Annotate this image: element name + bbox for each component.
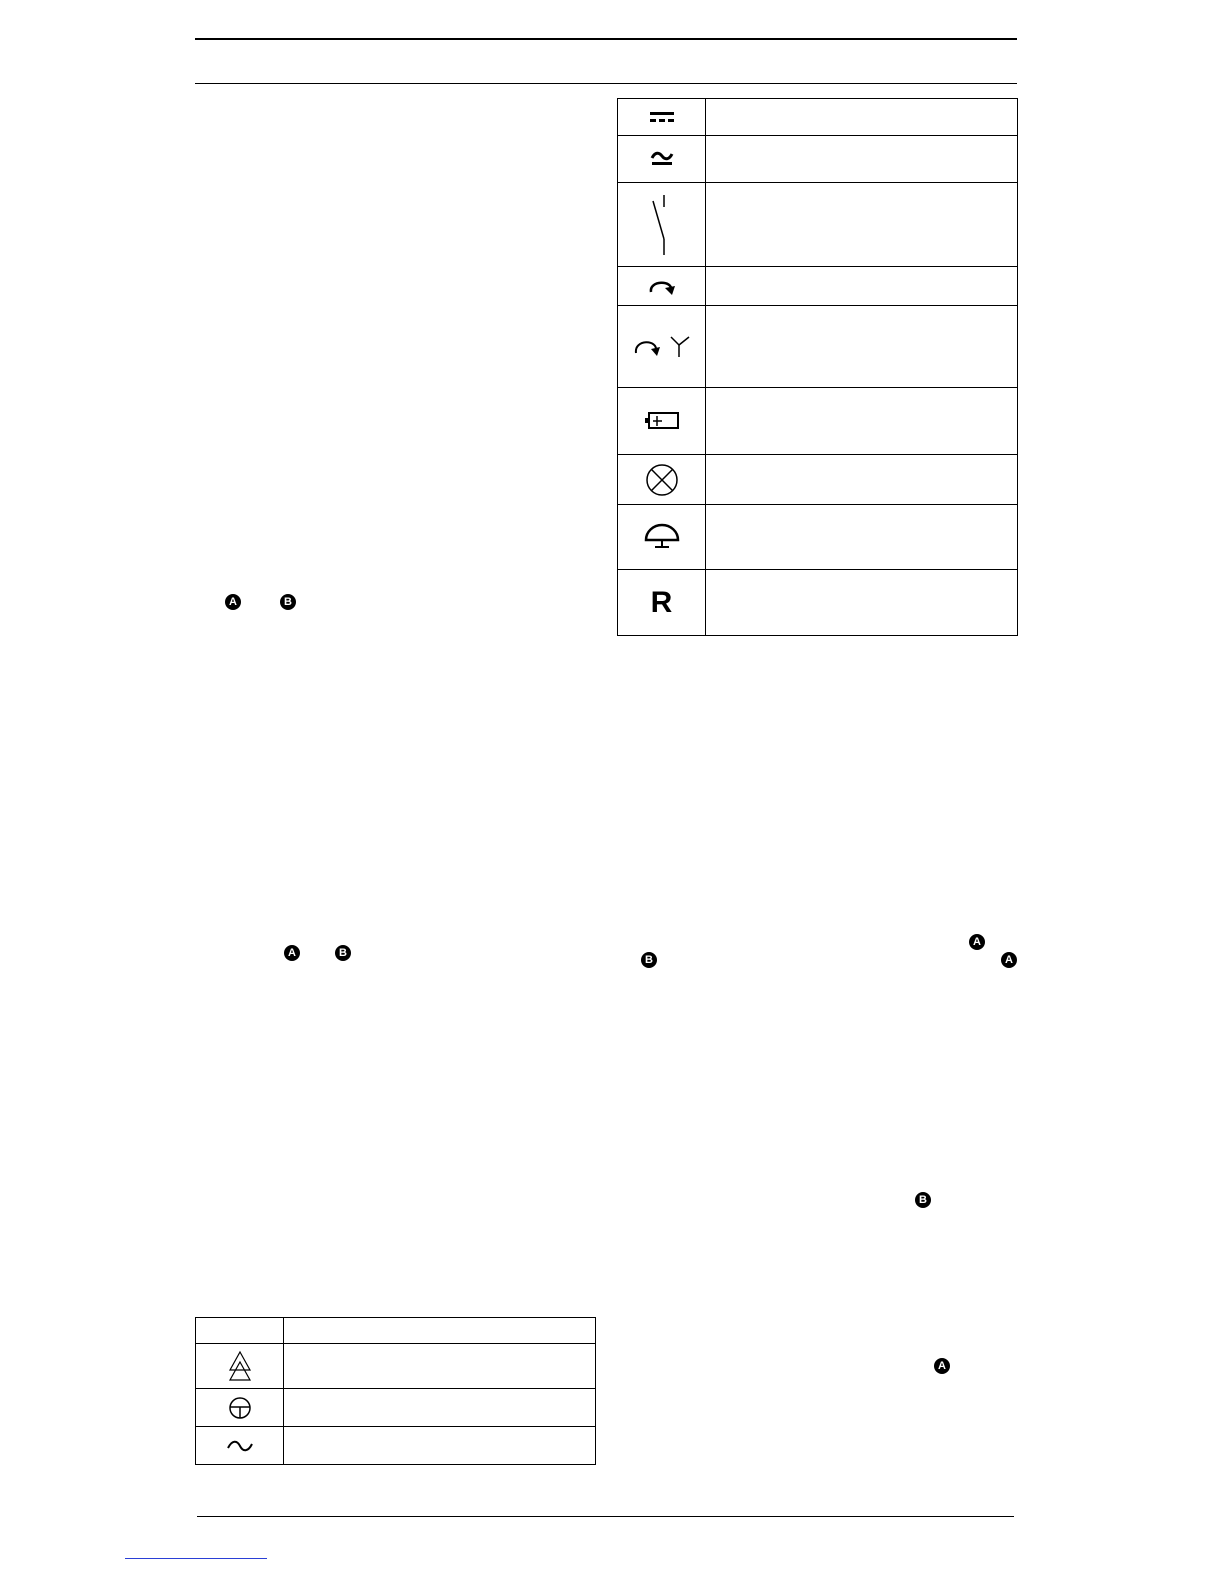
marker-b-badge: B [915, 1192, 931, 1208]
marker-b-badge: B [280, 594, 296, 610]
table-row [618, 455, 1018, 505]
marker-a-badge: A [284, 945, 300, 961]
description-cell [706, 570, 1018, 636]
dc-current-icon [647, 110, 677, 124]
marker-b-badge: B [641, 952, 657, 968]
tilde-icon [226, 1439, 254, 1453]
rotation-fan-icon [631, 333, 693, 361]
table-row [196, 1427, 596, 1465]
table-row [196, 1389, 596, 1427]
table-row [196, 1318, 596, 1344]
table-row [196, 1344, 596, 1389]
description-cell [706, 99, 1018, 136]
switch-icon [647, 193, 677, 257]
description-cell [706, 306, 1018, 388]
marker-a-badge: A [1001, 952, 1017, 968]
symbol-table-right [617, 98, 1018, 636]
description-cell [706, 388, 1018, 455]
battery-icon [644, 411, 680, 431]
table-row [618, 183, 1018, 267]
marker-a-badge: A [969, 934, 985, 950]
marker-a-badge: A [225, 594, 241, 610]
marker-b-badge: B [335, 945, 351, 961]
table-row [618, 136, 1018, 183]
marker-a-badge: A [934, 1358, 950, 1374]
footer-link[interactable] [125, 1558, 267, 1559]
table-row [618, 267, 1018, 306]
double-triangle-icon [228, 1350, 252, 1382]
description-cell [706, 267, 1018, 306]
footer-rule [197, 1516, 1014, 1517]
lamp-icon [644, 462, 680, 498]
description-cell [284, 1318, 596, 1344]
description-cell [284, 1427, 596, 1465]
rotation-icon [646, 274, 678, 298]
description-cell [706, 505, 1018, 570]
description-cell [706, 455, 1018, 505]
table-row [618, 570, 1018, 636]
table-row [618, 306, 1018, 388]
symbol-table-left [195, 1317, 596, 1465]
ac-dc-current-icon [649, 150, 675, 168]
description-cell [284, 1389, 596, 1427]
r-letter-icon: R [650, 585, 673, 619]
header-top-rule [195, 38, 1017, 40]
header-bottom-rule [195, 83, 1017, 84]
table-row [618, 505, 1018, 570]
description-cell [284, 1344, 596, 1389]
table-row [618, 99, 1018, 136]
circle-t-icon [228, 1396, 252, 1420]
horn-icon [643, 522, 681, 552]
description-cell [706, 136, 1018, 183]
table-row [618, 388, 1018, 455]
description-cell [706, 183, 1018, 267]
